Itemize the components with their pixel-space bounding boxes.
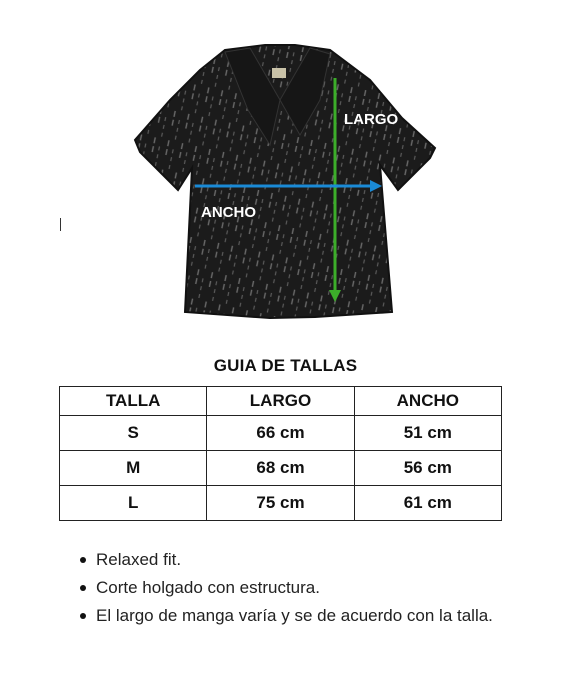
size-cell: L (60, 486, 207, 521)
width-cell: 51 cm (354, 416, 501, 451)
length-cell: 75 cm (207, 486, 354, 521)
length-cell: 66 cm (207, 416, 354, 451)
size-table (59, 386, 502, 521)
shirt-body (135, 45, 435, 318)
size-guide-title: GUIA DE TALLAS (213, 356, 358, 375)
shirt-tag (272, 68, 286, 78)
notes-list (76, 546, 516, 630)
size-cell: S (60, 416, 207, 451)
size-cell: M (60, 451, 207, 486)
header-size: TALLA (60, 387, 207, 416)
width-cell: 56 cm (354, 451, 501, 486)
width-label: ANCHO (201, 204, 256, 221)
list-item: Corte holgado con estructura. (76, 574, 516, 602)
table-row (60, 451, 502, 486)
header-width: ANCHO (354, 387, 501, 416)
shirt-illustration (130, 40, 450, 325)
table-row (60, 416, 502, 451)
table-row (60, 486, 502, 521)
length-cell: 68 cm (207, 451, 354, 486)
width-cell: 61 cm (354, 486, 501, 521)
list-item: El largo de manga varía y se de acuerdo con la talla. (76, 602, 516, 630)
table-header-row (60, 387, 502, 416)
shirt-diagram (130, 40, 450, 325)
text-cursor (60, 218, 61, 231)
list-item: Relaxed fit. (76, 546, 516, 574)
header-length: LARGO (207, 387, 354, 416)
length-label: LARGO (344, 111, 399, 128)
